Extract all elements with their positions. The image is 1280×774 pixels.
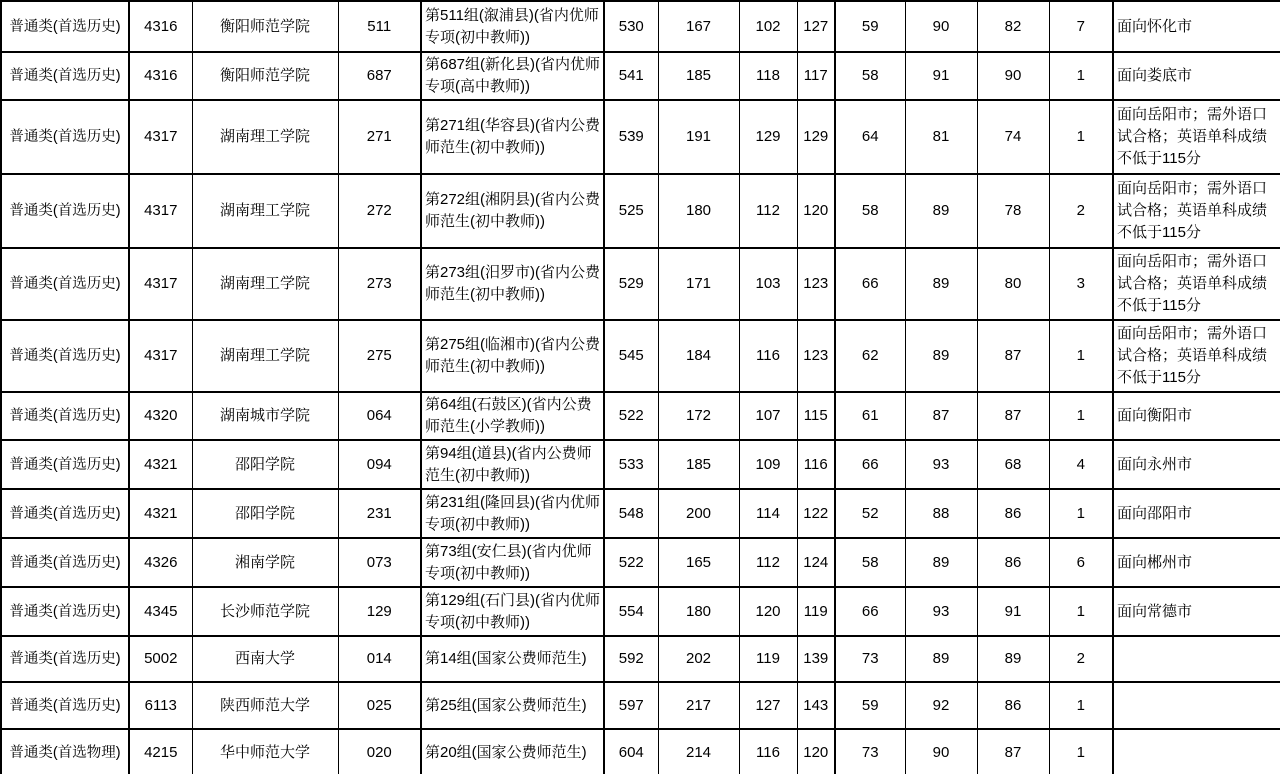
cell-value-7: 90 [977, 52, 1049, 100]
cell-value-8: 7 [1049, 1, 1113, 52]
cell-value-8: 1 [1049, 392, 1113, 440]
cell-college: 长沙师范学院 [192, 587, 338, 636]
cell-value-8: 1 [1049, 729, 1113, 774]
cell-college-code: 4316 [129, 52, 192, 100]
cell-remark: 面向娄底市 [1113, 52, 1280, 100]
cell-value-8: 3 [1049, 248, 1113, 320]
cell-value-4: 122 [797, 489, 835, 538]
cell-category: 普通类(首选历史) [1, 538, 129, 587]
cell-value-1: 530 [604, 1, 658, 52]
cell-college-code: 4321 [129, 440, 192, 489]
cell-value-2: 191 [658, 100, 739, 174]
cell-value-7: 89 [977, 636, 1049, 682]
cell-value-8: 1 [1049, 320, 1113, 392]
cell-value-2: 180 [658, 587, 739, 636]
cell-value-2: 184 [658, 320, 739, 392]
cell-value-4: 143 [797, 682, 835, 729]
cell-value-1: 539 [604, 100, 658, 174]
cell-group-no: 231 [338, 489, 421, 538]
cell-value-6: 88 [905, 489, 977, 538]
cell-value-5: 52 [835, 489, 905, 538]
cell-value-6: 89 [905, 320, 977, 392]
cell-value-1: 545 [604, 320, 658, 392]
cell-value-7: 78 [977, 174, 1049, 248]
cell-group-no: 129 [338, 587, 421, 636]
cell-value-2: 180 [658, 174, 739, 248]
cell-category: 普通类(首选历史) [1, 1, 129, 52]
cell-group-desc: 第687组(新化县)(省内优师专项(高中教师)) [421, 52, 604, 100]
cell-value-3: 120 [739, 587, 797, 636]
table-row [1, 489, 1280, 538]
table-row [1, 587, 1280, 636]
cell-value-7: 74 [977, 100, 1049, 174]
cell-remark: 面向岳阳市；需外语口试合格；英语单科成绩不低于115分 [1113, 100, 1280, 174]
cell-value-2: 214 [658, 729, 739, 774]
cell-college: 湘南学院 [192, 538, 338, 587]
cell-value-8: 2 [1049, 636, 1113, 682]
cell-value-3: 127 [739, 682, 797, 729]
cell-value-5: 64 [835, 100, 905, 174]
cell-value-3: 119 [739, 636, 797, 682]
cell-group-desc: 第271组(华容县)(省内公费师范生(初中教师)) [421, 100, 604, 174]
table-row [1, 636, 1280, 682]
cell-value-4: 120 [797, 174, 835, 248]
cell-category: 普通类(首选物理) [1, 729, 129, 774]
cell-category: 普通类(首选历史) [1, 100, 129, 174]
cell-value-5: 73 [835, 636, 905, 682]
cell-college: 邵阳学院 [192, 440, 338, 489]
cell-college: 湖南理工学院 [192, 248, 338, 320]
cell-value-5: 66 [835, 440, 905, 489]
cell-value-3: 109 [739, 440, 797, 489]
cell-group-no: 687 [338, 52, 421, 100]
cell-value-6: 92 [905, 682, 977, 729]
cell-value-1: 525 [604, 174, 658, 248]
cell-value-1: 522 [604, 538, 658, 587]
cell-remark [1113, 729, 1280, 774]
cell-value-4: 115 [797, 392, 835, 440]
table-row [1, 392, 1280, 440]
cell-value-3: 103 [739, 248, 797, 320]
cell-value-7: 87 [977, 729, 1049, 774]
cell-group-no: 073 [338, 538, 421, 587]
cell-value-7: 86 [977, 538, 1049, 587]
cell-group-desc: 第94组(道县)(省内公费师范生(初中教师)) [421, 440, 604, 489]
cell-value-2: 200 [658, 489, 739, 538]
cell-college: 湖南理工学院 [192, 320, 338, 392]
table-row [1, 320, 1280, 392]
cell-value-4: 117 [797, 52, 835, 100]
cell-college-code: 4317 [129, 320, 192, 392]
cell-category: 普通类(首选历史) [1, 174, 129, 248]
table-row [1, 52, 1280, 100]
cell-value-7: 82 [977, 1, 1049, 52]
cell-remark: 面向邵阳市 [1113, 489, 1280, 538]
cell-category: 普通类(首选历史) [1, 248, 129, 320]
cell-college-code: 4320 [129, 392, 192, 440]
cell-remark: 面向岳阳市；需外语口试合格；英语单科成绩不低于115分 [1113, 320, 1280, 392]
cell-category: 普通类(首选历史) [1, 392, 129, 440]
cell-value-2: 185 [658, 440, 739, 489]
table-row [1, 174, 1280, 248]
cell-value-7: 91 [977, 587, 1049, 636]
cell-value-7: 87 [977, 392, 1049, 440]
cell-value-6: 89 [905, 248, 977, 320]
cell-value-6: 91 [905, 52, 977, 100]
cell-value-7: 80 [977, 248, 1049, 320]
cell-remark: 面向岳阳市；需外语口试合格；英语单科成绩不低于115分 [1113, 248, 1280, 320]
cell-value-6: 89 [905, 538, 977, 587]
cell-group-no: 014 [338, 636, 421, 682]
cell-value-3: 114 [739, 489, 797, 538]
cell-college-code: 4316 [129, 1, 192, 52]
cell-value-1: 592 [604, 636, 658, 682]
cell-group-desc: 第511组(溆浦县)(省内优师专项(初中教师)) [421, 1, 604, 52]
cell-group-desc: 第25组(国家公费师范生) [421, 682, 604, 729]
cell-group-desc: 第273组(汨罗市)(省内公费师范生(初中教师)) [421, 248, 604, 320]
cell-value-6: 81 [905, 100, 977, 174]
cell-value-4: 116 [797, 440, 835, 489]
cell-value-1: 522 [604, 392, 658, 440]
cell-value-3: 116 [739, 729, 797, 774]
table-row [1, 1, 1280, 52]
table-row [1, 248, 1280, 320]
cell-value-5: 61 [835, 392, 905, 440]
cell-value-1: 604 [604, 729, 658, 774]
cell-value-5: 58 [835, 538, 905, 587]
cell-group-no: 272 [338, 174, 421, 248]
cell-value-6: 89 [905, 174, 977, 248]
cell-group-desc: 第20组(国家公费师范生) [421, 729, 604, 774]
cell-value-1: 541 [604, 52, 658, 100]
table-body [1, 1, 1280, 774]
cell-remark [1113, 682, 1280, 729]
cell-college: 衡阳师范学院 [192, 52, 338, 100]
cell-college: 西南大学 [192, 636, 338, 682]
cell-category: 普通类(首选历史) [1, 587, 129, 636]
cell-value-4: 127 [797, 1, 835, 52]
cell-group-desc: 第14组(国家公费师范生) [421, 636, 604, 682]
cell-value-2: 167 [658, 1, 739, 52]
cell-college-code: 4317 [129, 248, 192, 320]
cell-college-code: 6113 [129, 682, 192, 729]
cell-value-6: 89 [905, 636, 977, 682]
cell-value-8: 1 [1049, 100, 1113, 174]
cell-value-4: 129 [797, 100, 835, 174]
cell-group-desc: 第73组(安仁县)(省内优师专项(初中教师)) [421, 538, 604, 587]
cell-category: 普通类(首选历史) [1, 636, 129, 682]
cell-group-desc: 第231组(隆回县)(省内优师专项(初中教师)) [421, 489, 604, 538]
cell-remark: 面向郴州市 [1113, 538, 1280, 587]
cell-group-no: 020 [338, 729, 421, 774]
cell-college-code: 5002 [129, 636, 192, 682]
cell-remark: 面向衡阳市 [1113, 392, 1280, 440]
cell-value-1: 533 [604, 440, 658, 489]
cell-college: 华中师范大学 [192, 729, 338, 774]
cell-college: 湖南理工学院 [192, 100, 338, 174]
cell-value-5: 59 [835, 682, 905, 729]
cell-group-no: 511 [338, 1, 421, 52]
cell-value-5: 58 [835, 174, 905, 248]
cell-college: 湖南城市学院 [192, 392, 338, 440]
cell-value-5: 66 [835, 587, 905, 636]
cell-value-2: 217 [658, 682, 739, 729]
cell-college: 湖南理工学院 [192, 174, 338, 248]
table-row [1, 440, 1280, 489]
cell-value-5: 58 [835, 52, 905, 100]
cell-college-code: 4317 [129, 100, 192, 174]
cell-value-4: 124 [797, 538, 835, 587]
cell-value-2: 185 [658, 52, 739, 100]
cell-value-1: 597 [604, 682, 658, 729]
cell-value-5: 66 [835, 248, 905, 320]
cell-value-3: 107 [739, 392, 797, 440]
cell-value-7: 86 [977, 489, 1049, 538]
cell-category: 普通类(首选历史) [1, 440, 129, 489]
cell-value-3: 129 [739, 100, 797, 174]
cell-value-3: 112 [739, 174, 797, 248]
cell-remark [1113, 636, 1280, 682]
cell-value-8: 2 [1049, 174, 1113, 248]
cell-group-no: 273 [338, 248, 421, 320]
cell-group-desc: 第64组(石鼓区)(省内公费师范生(小学教师)) [421, 392, 604, 440]
table-row [1, 100, 1280, 174]
cell-value-1: 529 [604, 248, 658, 320]
cell-value-7: 86 [977, 682, 1049, 729]
cell-value-4: 119 [797, 587, 835, 636]
cell-value-8: 1 [1049, 52, 1113, 100]
cell-value-3: 112 [739, 538, 797, 587]
cell-remark: 面向常德市 [1113, 587, 1280, 636]
cell-college: 陕西师范大学 [192, 682, 338, 729]
cell-group-desc: 第272组(湘阴县)(省内公费师范生(初中教师)) [421, 174, 604, 248]
cell-college: 邵阳学院 [192, 489, 338, 538]
table-row [1, 729, 1280, 774]
cell-value-4: 139 [797, 636, 835, 682]
cell-value-6: 90 [905, 1, 977, 52]
cell-value-6: 93 [905, 440, 977, 489]
cell-group-no: 025 [338, 682, 421, 729]
cell-group-no: 064 [338, 392, 421, 440]
cell-category: 普通类(首选历史) [1, 682, 129, 729]
cell-value-7: 87 [977, 320, 1049, 392]
cell-college-code: 4345 [129, 587, 192, 636]
cell-group-no: 271 [338, 100, 421, 174]
cell-value-4: 120 [797, 729, 835, 774]
cell-value-2: 172 [658, 392, 739, 440]
cell-value-4: 123 [797, 320, 835, 392]
cell-value-7: 68 [977, 440, 1049, 489]
cell-category: 普通类(首选历史) [1, 489, 129, 538]
cell-value-4: 123 [797, 248, 835, 320]
cell-group-no: 094 [338, 440, 421, 489]
cell-value-6: 87 [905, 392, 977, 440]
cell-value-6: 93 [905, 587, 977, 636]
cell-value-3: 116 [739, 320, 797, 392]
cell-remark: 面向永州市 [1113, 440, 1280, 489]
cell-category: 普通类(首选历史) [1, 52, 129, 100]
cell-remark: 面向岳阳市；需外语口试合格；英语单科成绩不低于115分 [1113, 174, 1280, 248]
cell-college-code: 4326 [129, 538, 192, 587]
table-row [1, 682, 1280, 729]
cell-college-code: 4317 [129, 174, 192, 248]
cell-value-5: 59 [835, 1, 905, 52]
cell-value-8: 1 [1049, 682, 1113, 729]
cell-college-code: 4321 [129, 489, 192, 538]
cell-value-8: 1 [1049, 489, 1113, 538]
cell-college-code: 4215 [129, 729, 192, 774]
cell-value-3: 118 [739, 52, 797, 100]
cell-value-8: 4 [1049, 440, 1113, 489]
cell-category: 普通类(首选历史) [1, 320, 129, 392]
cell-group-desc: 第129组(石门县)(省内优师专项(初中教师)) [421, 587, 604, 636]
cell-value-1: 548 [604, 489, 658, 538]
table-row [1, 538, 1280, 587]
cell-value-2: 165 [658, 538, 739, 587]
cell-value-3: 102 [739, 1, 797, 52]
cell-value-8: 6 [1049, 538, 1113, 587]
cell-value-6: 90 [905, 729, 977, 774]
cell-value-8: 1 [1049, 587, 1113, 636]
cell-remark: 面向怀化市 [1113, 1, 1280, 52]
cell-value-5: 62 [835, 320, 905, 392]
cell-value-5: 73 [835, 729, 905, 774]
cell-college: 衡阳师范学院 [192, 1, 338, 52]
cell-value-2: 171 [658, 248, 739, 320]
cell-group-desc: 第275组(临湘市)(省内公费师范生(初中教师)) [421, 320, 604, 392]
cell-value-1: 554 [604, 587, 658, 636]
cell-group-no: 275 [338, 320, 421, 392]
cell-value-2: 202 [658, 636, 739, 682]
